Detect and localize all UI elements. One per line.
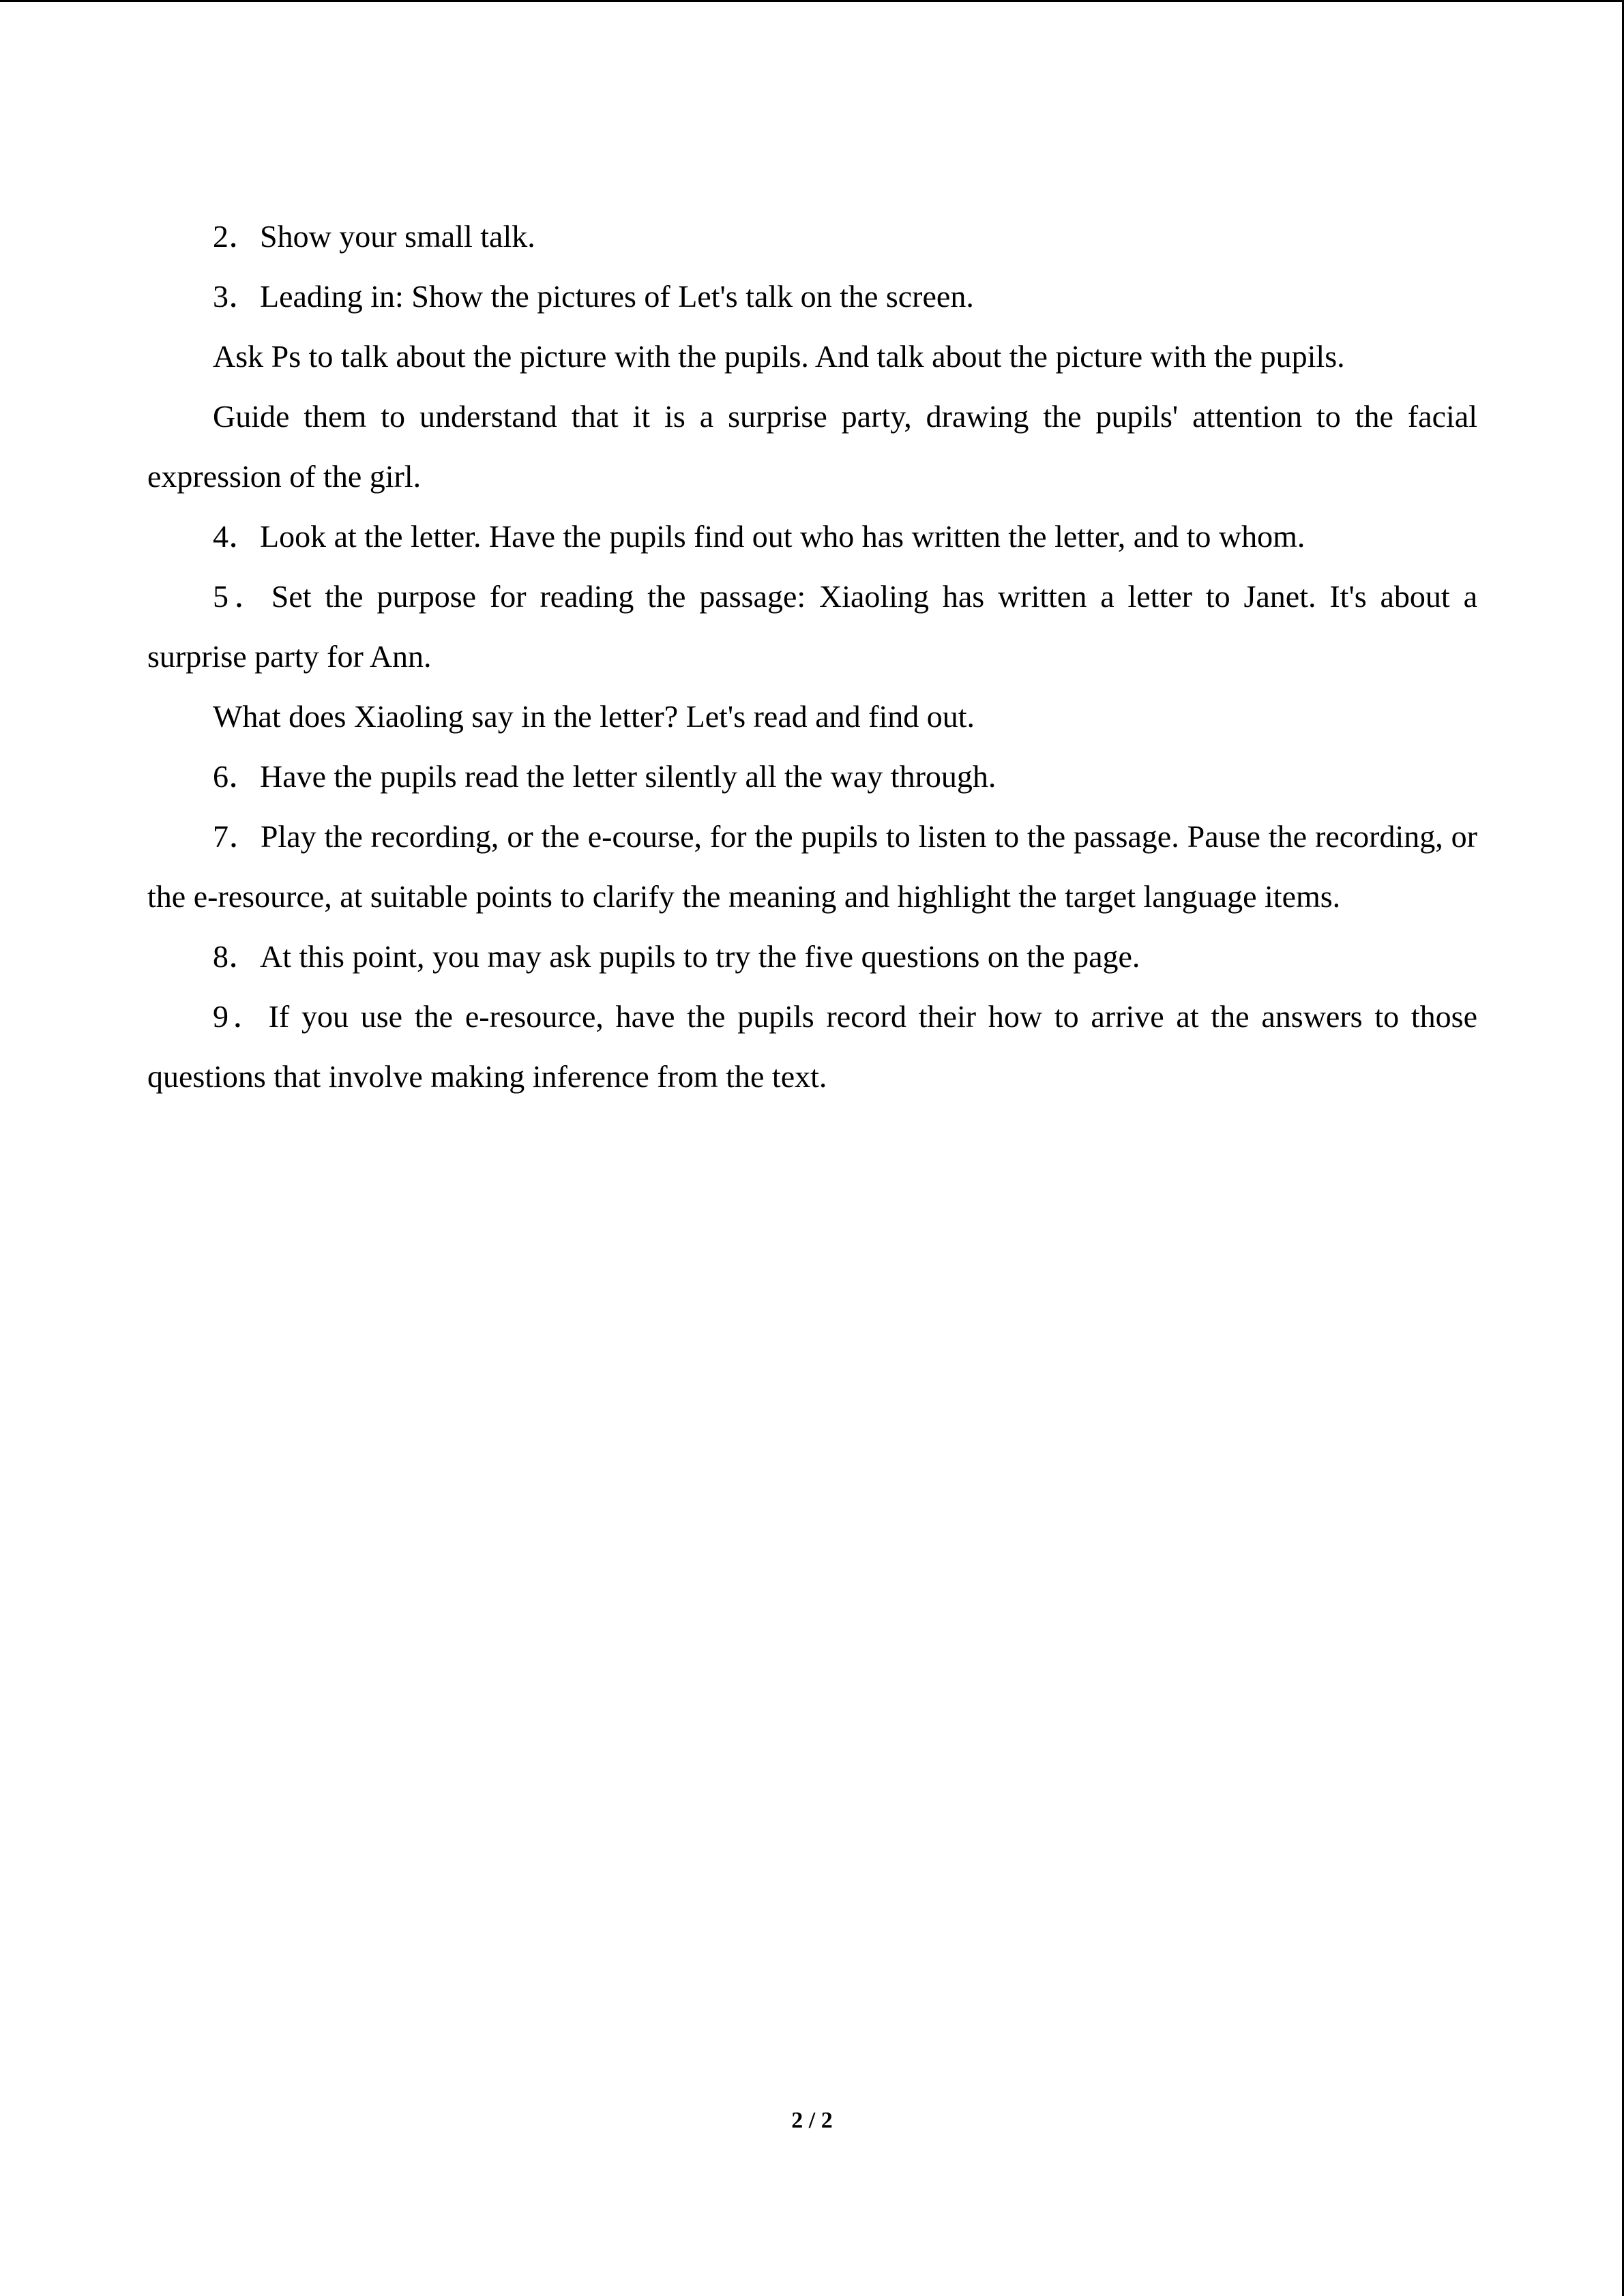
paragraph-step-9: 9．If you use the e-resource, have the pupils record their how to arrive at the answers to those questions that involve making inference from the text. [147,999,1477,1094]
paragraph-guide-them: Guide them to understand that it is a surprise party, drawing the pupils' attention to the facial expression of the girl. [147,399,1477,494]
paragraph-step-2: 2．Show your small talk. [213,219,535,254]
paragraph-step-5: 5．Set the purpose for reading the passage: Xiaoling has written a letter to Janet. It's about a surprise party for Ann. [147,579,1477,674]
paragraph-ask-ps: Ask Ps to talk about the picture with the pupils. And talk about the picture with the pupils. [213,339,1345,374]
paragraph-step-4: 4．Look at the letter. Have the pupils find out who has written the letter, and to whom. [213,519,1305,554]
paragraph-step-7: 7．Play the recording, or the e-course, for the pupils to listen to the passage. Pause the recording, or the e-resource, at suitable points to clarify the meaning and highlight the target language items. [147,819,1477,914]
paragraph-step-6: 6．Have the pupils read the letter silently all the way through. [213,759,996,794]
page-number: 2 / 2 [791,2108,833,2133]
paragraph-step-3: 3．Leading in: Show the pictures of Let's talk on the screen. [213,279,974,314]
paragraph-what-does-xiaoling-say: What does Xiaoling say in the letter? Let's read and find out. [213,699,975,734]
paragraph-step-8: 8．At this point, you may ask pupils to try the five questions on the page. [213,939,1140,974]
document-body [147,207,1477,1107]
